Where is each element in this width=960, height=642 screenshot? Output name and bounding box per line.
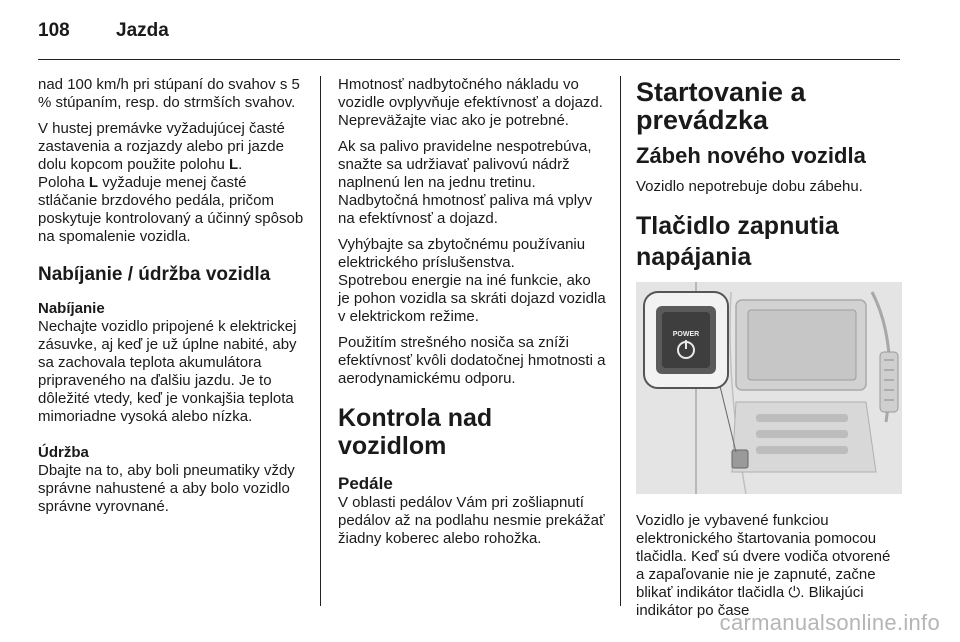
paragraph: Vozidlo nepotrebuje dobu zábehu. — [636, 178, 863, 195]
column-left — [38, 76, 308, 524]
paragraph: Nechajte vozidlo pripojené k elektrickej zásuvke, aj keď je už úplne nabité, aby sa zachovala teplota akumulátora pripraveného na ďalšiu jazdu. Je to dôležité vtedy, keď je vonkajšia teplota mimoriadne vysoká alebo nízka. — [38, 318, 297, 425]
watermark: carmanualsonline.info — [719, 610, 940, 635]
subheading-maintenance: Údržba — [38, 444, 89, 461]
paragraph: Hmotnosť nadbytočného nákladu vo vozidle ovplyvňuje efektívnosť a dojazd. Nepreväžajte viac ako je potrebné. — [338, 76, 603, 129]
power-button-label: POWER — [672, 331, 700, 338]
power-icon: ⏻ — [788, 584, 801, 601]
section-heading-charging: Nabíjanie / údržba vozidla — [38, 264, 271, 285]
page-header — [38, 20, 169, 46]
chapter-heading: Startovanie a prevádzka — [636, 77, 806, 135]
paragraph: Ak sa palivo pravidelne nespotrebúva, snažte sa udržiavať palivovú nádrž naplnenú len na jednu tretinu. Nadbytočná hmotnosť paliva má vplyv na efektívnosť a dojazd. — [338, 138, 593, 227]
paragraph: Vyhýbajte sa zbytočnému používaniu elektrického príslušenstva. — [338, 236, 586, 271]
header-rule — [38, 59, 900, 60]
section-heading-control: Kontrola nad vozidlom — [338, 404, 493, 460]
dashboard-illustration — [636, 282, 902, 494]
paragraph: Spotrebou energie na iné funkcie, ako je pohon vozidla sa skráti dojazd vozidla v elektrickom režime. — [338, 272, 606, 325]
section-heading-power-button: Tlačidlo zapnutia napájania — [636, 212, 839, 271]
column-divider — [320, 76, 321, 606]
subheading-pedals: Pedále — [338, 474, 393, 493]
column-right — [636, 76, 902, 628]
power-button-figure — [636, 282, 902, 494]
section-heading-break-in: Zábeh nového vozidla — [636, 143, 866, 168]
paragraph: Použitím strešného nosiča sa zníži efektívnosť kvôli dodatočnej hmotnosti a aerodynamickému odporu. — [338, 334, 606, 387]
subheading-charging: Nabíjanie — [38, 300, 105, 317]
paragraph: Poloha L vyžaduje menej časté stláčanie brzdového pedála, pričom poskytuje kontrolovaný a účinný spôsob na spomalenie vozidla. — [38, 174, 304, 245]
paragraph: Vozidlo je vybavené funkciou elektronického štartovania pomocou tlačidla. Keď sú dvere vodiča otvorené a zapaľovanie nie je zapnuté, začne blikať indikátor tlačidla ⏻. Blikajúci indikátor po čase — [636, 512, 891, 619]
column-divider — [620, 76, 621, 606]
paragraph: nad 100 km/h pri stúpaní do svahov s 5 % stúpaním, resp. do strmších svahov. — [38, 76, 300, 111]
running-title: Jazda — [116, 20, 169, 41]
paragraph: V hustej premávke vyžadujúcej časté zastavenia a rozjazdy alebo pri jazde dolu kopcom použite polohu L. — [38, 120, 285, 173]
paragraph: Dbajte na to, aby boli pneumatiky vždy správne nahustené a aby bolo vozidlo správne vyrovnané. — [38, 462, 295, 515]
column-middle — [338, 76, 606, 556]
page-number: 108 — [38, 20, 70, 41]
paragraph: V oblasti pedálov Vám pri zošliapnutí pedálov až na podlahu nesmie prekážať žiadny koberec alebo rohožka. — [338, 494, 605, 547]
